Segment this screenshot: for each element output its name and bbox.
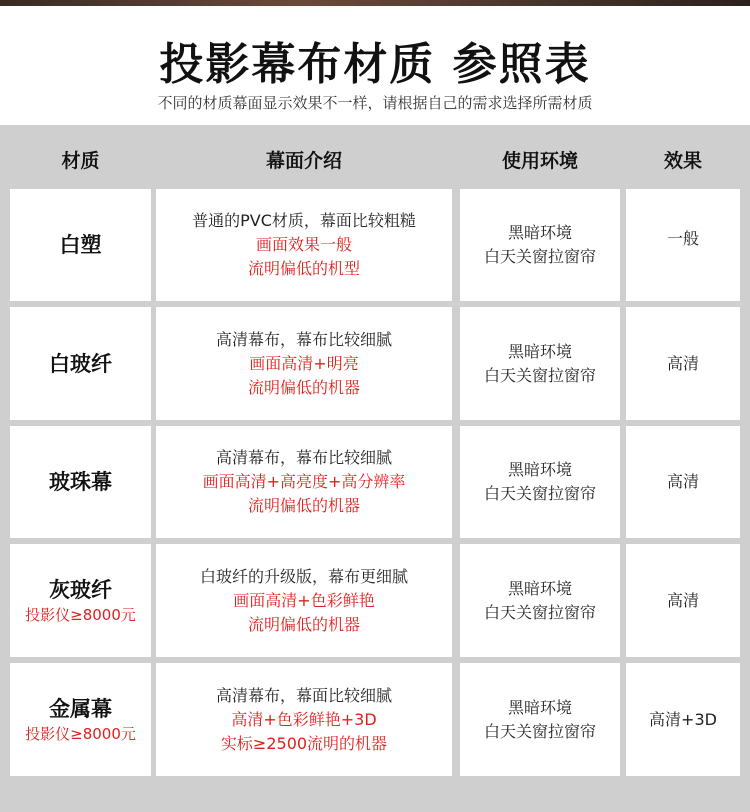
header-effect: 效果: [626, 133, 740, 189]
intro-highlight: 画面高清+明亮: [249, 353, 359, 373]
intro-line: 高清幕布，幕面比较细腻: [215, 685, 392, 705]
material-requirement: 投影仪≥8000元: [25, 724, 136, 743]
effect-value: 高清: [666, 590, 699, 610]
intro-highlight: 画面高清+高亮度+高分辨率: [202, 472, 406, 491]
header-material: 材质: [10, 133, 151, 189]
environment-line: 黑暗环境: [507, 578, 572, 598]
table-row-intro: [156, 426, 452, 538]
header-environment: 使用环境: [460, 133, 620, 189]
material-name: 白塑: [59, 233, 102, 257]
table-row-environment: [460, 189, 620, 301]
intro-highlight: 实标≥2500流明的机器: [220, 733, 388, 753]
intro-line: 高清幕布，幕布比较细腻: [215, 329, 392, 349]
intro-highlight: 高清+色彩鲜艳+3D: [231, 709, 377, 729]
table-row-material: [10, 544, 151, 657]
table-row-effect: [626, 663, 740, 776]
environment-line: 白天关窗拉窗帘: [483, 721, 596, 741]
material-requirement: 投影仪≥8000元: [25, 605, 136, 624]
intro-highlight: 流明偏低的机器: [247, 377, 360, 397]
material-name: 白玻纤: [49, 351, 112, 376]
material-name: 金属幕: [49, 696, 112, 721]
table-row-environment: [460, 663, 620, 776]
environment-line: 白天关窗拉窗帘: [483, 247, 596, 266]
table-row-environment: [460, 307, 620, 420]
table-row-material: [10, 663, 151, 776]
page-subtitle: 不同的材质幕面显示效果不一样，请根据自己的需求选择所需材质: [157, 94, 593, 112]
table-row-intro: [156, 307, 452, 420]
effect-value: 一般: [666, 229, 699, 248]
header-intro: 幕面介绍: [156, 133, 452, 189]
intro-line: 普通的PVC材质，幕面比较粗糙: [192, 211, 416, 230]
intro-line: 高清幕布，幕布比较细腻: [215, 448, 392, 467]
table-row-intro: [156, 189, 452, 301]
table-row-environment: [460, 544, 620, 657]
environment-line: 黑暗环境: [507, 697, 572, 717]
intro-highlight: 画面效果一般: [255, 235, 352, 254]
table-row-effect: [626, 189, 740, 301]
intro-highlight: 流明偏低的机器: [247, 614, 360, 634]
table-row-environment: [460, 426, 620, 538]
table-row-material: [10, 307, 151, 420]
material-name: 玻珠幕: [49, 470, 112, 494]
table-row-intro: [156, 544, 452, 657]
intro-highlight: 流明偏低的机器: [247, 496, 360, 515]
environment-line: 黑暗环境: [507, 460, 572, 479]
table-row-material: [10, 189, 151, 301]
environment-line: 黑暗环境: [507, 341, 572, 361]
intro-line: 白玻纤的升级版，幕布更细腻: [199, 566, 408, 586]
table-row-intro: [156, 663, 452, 776]
table-row-material: [10, 426, 151, 538]
table-row-effect: [626, 307, 740, 420]
material-name: 灰玻纤: [49, 577, 112, 602]
table-row-effect: [626, 544, 740, 657]
environment-line: 白天关窗拉窗帘: [483, 602, 596, 622]
effect-value: 高清: [666, 353, 699, 373]
environment-line: 白天关窗拉窗帘: [483, 484, 596, 503]
effect-value: 高清: [666, 472, 699, 491]
table-row-effect: [626, 426, 740, 538]
page-title: 投影幕布材质 参照表: [159, 39, 591, 90]
intro-highlight: 画面高清+色彩鲜艳: [233, 590, 375, 610]
environment-line: 白天关窗拉窗帘: [483, 365, 596, 385]
effect-value: 高清+3D: [649, 709, 717, 729]
environment-line: 黑暗环境: [507, 223, 572, 242]
comparison-table: [0, 125, 750, 812]
decorative-top-strip: [0, 0, 750, 6]
intro-highlight: 流明偏低的机型: [247, 259, 360, 278]
